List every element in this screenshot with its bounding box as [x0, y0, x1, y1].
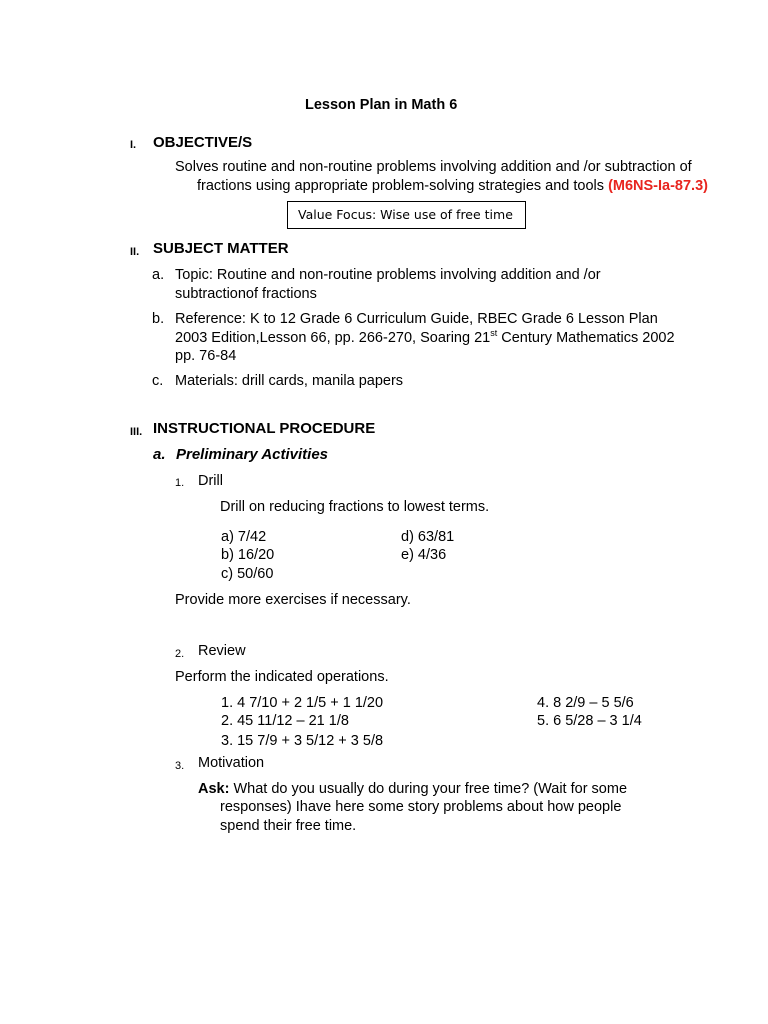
reference-line-2 — [175, 329, 675, 347]
competency-code: (M6NS-Ia-87.3) — [608, 178, 708, 194]
objective-line-1: Solves routine and non-routine problems involving addition and /or subtraction of — [175, 159, 692, 175]
drill-instruction: Drill on reducing fractions to lowest terms. — [220, 499, 490, 515]
motivation-line-1 — [198, 780, 627, 798]
drill-item-e: e) 4/36 — [401, 547, 447, 563]
review-item-4: 4. 8 2/9 – 5 5/6 — [537, 695, 634, 711]
page-title: Lesson Plan in Math 6 — [305, 97, 458, 113]
reference-marker: b. — [152, 311, 165, 327]
topic-line-2: subtractionof fractions — [175, 286, 317, 302]
drill-item-a: a) 7/42 — [221, 529, 267, 545]
materials-marker: c. — [152, 373, 164, 389]
review-item-5: 5. 6 5/28 – 3 1/4 — [537, 713, 642, 729]
section-numeral-2: II. — [130, 246, 140, 258]
reference-superscript: st — [490, 328, 498, 339]
drill-label: Drill — [198, 473, 223, 489]
drill-number: 1. — [175, 477, 185, 489]
value-focus-box: Value Focus: Wise use of free time — [287, 201, 526, 229]
motivation-line-3: spend their free time. — [220, 818, 357, 834]
motivation-label: Motivation — [198, 755, 265, 771]
topic-marker: a. — [152, 267, 165, 283]
review-number: 2. — [175, 648, 185, 660]
drill-item-c: c) 50/60 — [221, 566, 274, 582]
review-item-2: 2. 45 11/12 – 21 1/8 — [221, 713, 349, 729]
reference-line-2a: 2003 Edition,Lesson 66, pp. 266-270, Soaring 21 — [175, 330, 491, 346]
reference-line-2b: Century Mathematics 2002 — [497, 330, 675, 346]
motivation-number: 3. — [175, 760, 185, 772]
reference-line-1: Reference: K to 12 Grade 6 Curriculum Guide, RBEC Grade 6 Lesson Plan — [175, 311, 658, 327]
topic-line-1: Topic: Routine and non-routine problems involving addition and /or — [175, 267, 601, 283]
motivation-line-2: responses) Ihave here some story problems about how people — [220, 799, 622, 815]
motivation-line-1-text: What do you usually do during your free time? (Wait for some — [229, 781, 628, 797]
objective-line-2-text: fractions using appropriate problem-solving strategies and tools — [197, 178, 605, 194]
review-item-3: 3. 15 7/9 + 3 5/12 + 3 5/8 — [221, 733, 384, 749]
objective-line-2 — [197, 177, 708, 195]
drill-note: Provide more exercises if necessary. — [175, 592, 411, 608]
drill-item-b: b) 16/20 — [221, 547, 275, 563]
section-heading-objectives: OBJECTIVE/S — [153, 134, 253, 151]
preliminary-title: Preliminary Activities — [176, 446, 329, 463]
section-numeral-1: I. — [130, 139, 137, 151]
section-heading-procedure: INSTRUCTIONAL PROCEDURE — [153, 420, 376, 437]
review-instruction: Perform the indicated operations. — [175, 669, 389, 685]
preliminary-marker: a. — [153, 446, 166, 463]
materials-line: Materials: drill cards, manila papers — [175, 373, 404, 389]
ask-label: Ask: — [198, 781, 230, 797]
section-heading-subject-matter: SUBJECT MATTER — [153, 240, 289, 257]
drill-item-d: d) 63/81 — [401, 529, 455, 545]
review-label: Review — [198, 643, 246, 659]
review-item-1: 1. 4 7/10 + 2 1/5 + 1 1/20 — [221, 695, 384, 711]
reference-line-3: pp. 76-84 — [175, 348, 237, 364]
section-numeral-3: III. — [130, 426, 143, 438]
